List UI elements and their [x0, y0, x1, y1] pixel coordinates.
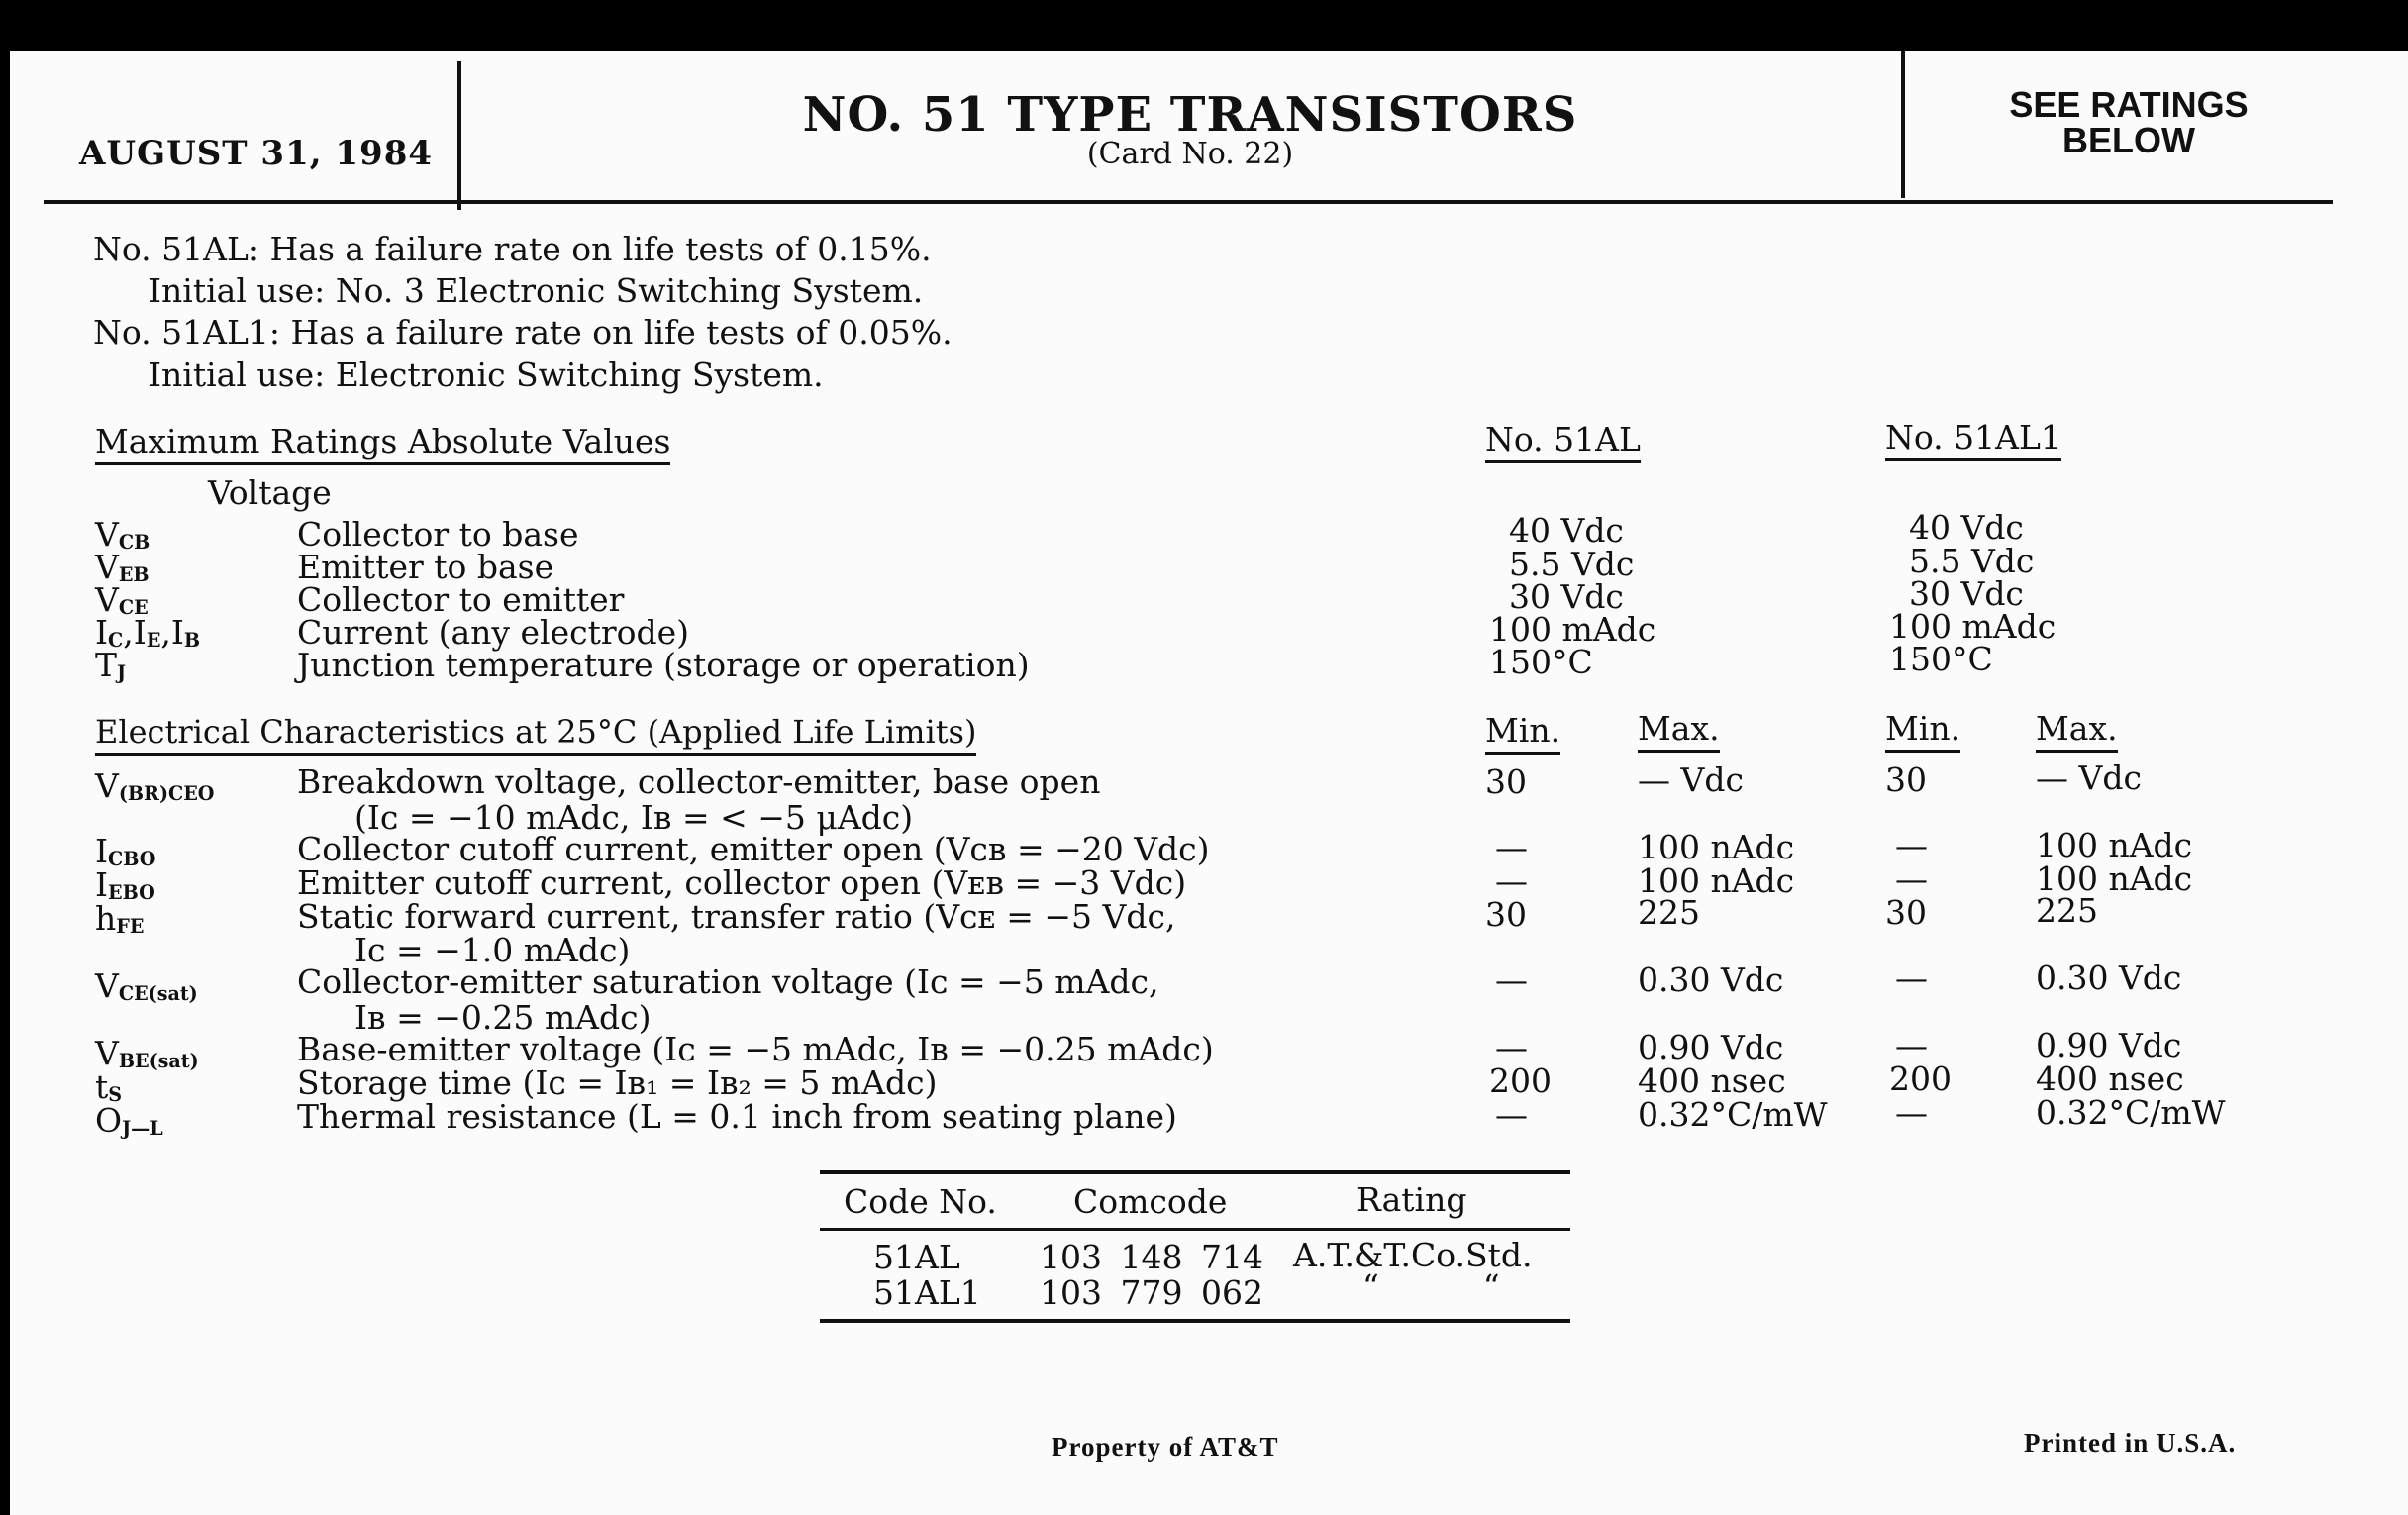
elec-row-desc-cont: (Iᴄ = −10 mAdc, Iʙ = < −5 μAdc) — [354, 798, 914, 837]
footer-printed: Printed in U.S.A. — [2024, 1428, 2237, 1458]
symbol-subscript: FE — [116, 914, 145, 938]
intro-line-2: Initial use: No. 3 Electronic Switching System. — [149, 271, 924, 310]
elec-row-desc-cont: Iᴄ = −1.0 mAdc) — [354, 931, 631, 969]
elec-max-51al: 0.30 Vdc — [1638, 960, 1784, 999]
elec-min-51al: 200 — [1489, 1061, 1552, 1100]
elec-min-51al1: 30 — [1885, 893, 1927, 932]
elec-row-desc: Breakdown voltage, collector-emitter, base open — [297, 762, 1101, 801]
intro-line-4: Initial use: Electronic Switching System. — [149, 355, 824, 394]
max-row-desc: Current (any electrode) — [297, 613, 690, 652]
elec-max-51al1: 0.32°C/mW — [2036, 1093, 2226, 1132]
col-51al1-heading-text: No. 51AL1 — [1885, 418, 2061, 461]
max-row-desc: Collector to base — [297, 515, 579, 554]
symbol-base: h — [95, 899, 117, 938]
symbol-base: I — [95, 865, 109, 904]
symbol-subscript: BE(sat) — [118, 1049, 199, 1072]
symbol-subscript: CBO — [108, 847, 156, 870]
max-row-value-51al: 150°C — [1489, 643, 1593, 681]
max-row-value-51al: 30 Vdc — [1509, 577, 1624, 616]
code-table-cell: A.T.&T.Co.Std. — [1293, 1236, 1533, 1274]
symbol-subscript: J — [117, 660, 127, 684]
symbol-subscript: C — [108, 628, 124, 652]
electrical-heading-text: Electrical Characteristics at 25°C (Applied Life Limits) — [95, 713, 976, 756]
symbol-subscript: (BR)CEO — [118, 781, 215, 805]
min-heading-51al — [1485, 711, 1560, 750]
max-row-desc: Junction temperature (storage or operation) — [297, 646, 1030, 684]
max-heading-text: Max. — [1638, 709, 1720, 753]
max-row-value-51al1: 150°C — [1889, 640, 1993, 678]
elec-min-51al1: — — [1895, 1093, 1928, 1132]
symbol-subscript: CE(sat) — [118, 981, 198, 1005]
data-card — [10, 51, 2408, 1515]
header-divider-right — [1901, 51, 1905, 198]
max-row-value-51al1: 100 mAdc — [1889, 607, 2057, 646]
elec-row-desc: Emitter cutoff current, collector open (Vᴇʙ = −3 Vdc) — [297, 863, 1187, 902]
code-table-cell: “ “ — [1362, 1267, 1500, 1306]
symbol-base: t — [95, 1067, 109, 1106]
elec-row-desc: Static forward current, transfer ratio (Vᴄᴇ = −5 Vdc, — [297, 897, 1176, 936]
symbol-base: I — [95, 613, 109, 652]
max-row-desc: Emitter to base — [297, 548, 554, 586]
code-table-header-code: Code No. — [844, 1182, 997, 1221]
elec-row-desc: Collector cutoff current, emitter open (Vᴄʙ = −20 Vdc) — [297, 830, 1210, 868]
intro-line-1: No. 51AL: Has a failure rate on life tests of 0.15%. — [93, 230, 932, 268]
elec-row-symbol — [95, 966, 198, 1005]
code-table-header-rating: Rating — [1356, 1180, 1467, 1219]
symbol-base: V — [95, 548, 119, 586]
max-row-symbol — [95, 646, 126, 684]
max-heading-51al — [1638, 709, 1720, 748]
elec-min-51al: 30 — [1485, 895, 1527, 934]
elec-min-51al: — — [1495, 861, 1528, 900]
symbol-subscript: EBO — [108, 880, 155, 904]
elec-min-51al1: — — [1895, 1026, 1928, 1064]
header-divider-left — [457, 61, 461, 210]
symbol-base: O — [95, 1101, 123, 1140]
elec-min-51al: — — [1495, 828, 1528, 866]
symbol-base: V — [95, 580, 119, 619]
elec-max-51al1: 400 nsec — [2036, 1060, 2184, 1098]
elec-max-51al: 0.32°C/mW — [1638, 1095, 1828, 1134]
col-51al-heading — [1485, 420, 1641, 458]
intro-line-3: No. 51AL1: Has a failure rate on life tests of 0.05%. — [93, 313, 953, 352]
header-rule — [44, 200, 2333, 204]
symbol-base: V — [95, 966, 119, 1005]
elec-max-51al: 400 nsec — [1638, 1061, 1786, 1100]
symbol-base: V — [95, 1034, 119, 1072]
symbol-subscript: J—L — [122, 1116, 163, 1140]
symbol-subscript: EB — [118, 562, 150, 586]
elec-row-desc: Storage time (Iᴄ = Iʙ₁ = Iʙ₂ = 5 mAdc) — [297, 1063, 938, 1102]
max-row-value-51al: 100 mAdc — [1489, 610, 1656, 649]
max-row-value-51al1: 5.5 Vdc — [1909, 542, 2035, 580]
min-heading-text: Min. — [1885, 709, 1960, 753]
elec-max-51al1: 100 nAdc — [2036, 826, 2193, 864]
elec-row-desc: Collector-emitter saturation voltage (Iᴄ = −5 mAdc, — [297, 962, 1159, 1001]
code-table-cell: 51AL — [873, 1238, 960, 1276]
card-title: NO. 51 TYPE TRANSISTORS — [802, 87, 1578, 143]
symbol-subscript: CE — [118, 595, 149, 619]
elec-max-51al: — Vdc — [1638, 760, 1744, 799]
footer-property: Property of AT&T — [1052, 1432, 1279, 1462]
elec-min-51al1: 30 — [1885, 760, 1927, 799]
code-table-cell: 103 779 062 — [1040, 1273, 1263, 1312]
max-ratings-heading — [95, 422, 670, 460]
code-table-header-comcode: Comcode — [1073, 1182, 1228, 1221]
code-table-header-rule — [820, 1228, 1570, 1231]
max-row-value-51al: 5.5 Vdc — [1509, 545, 1635, 583]
max-row-desc: Collector to emitter — [297, 580, 625, 619]
elec-max-51al: 100 nAdc — [1638, 861, 1795, 900]
symbol-subscript: B — [183, 628, 201, 652]
symbol-base: I — [95, 832, 109, 870]
code-table-cell: 103 148 714 — [1040, 1238, 1263, 1276]
max-row-value-51al: 40 Vdc — [1509, 511, 1624, 550]
voltage-subheading: Voltage — [208, 473, 332, 512]
elec-row-desc: Base-emitter voltage (Iᴄ = −5 mAdc, Iʙ = −0.25 mAdc) — [297, 1030, 1214, 1068]
col-51al1-heading — [1885, 418, 2061, 456]
see-ratings-line1: SEE RATINGS — [2009, 84, 2249, 125]
max-row-value-51al1: 30 Vdc — [1909, 574, 2024, 613]
elec-row-symbol — [95, 1101, 163, 1140]
code-table-bottom-rule — [820, 1319, 1570, 1323]
code-table-top-rule — [820, 1170, 1570, 1174]
elec-max-51al1: 100 nAdc — [2036, 859, 2193, 898]
elec-min-51al1: — — [1895, 959, 1928, 997]
symbol-base: V — [95, 766, 119, 805]
elec-min-51al1: — — [1895, 826, 1928, 864]
elec-min-51al: — — [1495, 1095, 1528, 1134]
elec-max-51al: 225 — [1638, 893, 1700, 932]
max-heading-text: Max. — [2036, 709, 2118, 753]
elec-max-51al1: — Vdc — [2036, 758, 2142, 797]
elec-row-symbol — [95, 899, 144, 938]
elec-row-desc: Thermal resistance (L = 0.1 inch from seating plane) — [297, 1097, 1177, 1136]
symbol-subscript: S — [108, 1082, 123, 1106]
symbol-base: V — [95, 515, 119, 554]
elec-max-51al1: 0.30 Vdc — [2036, 959, 2182, 997]
elec-max-51al1: 225 — [2036, 891, 2098, 930]
min-heading-text: Min. — [1485, 711, 1560, 755]
max-row-value-51al1: 40 Vdc — [1909, 508, 2024, 547]
symbol-base: ,I — [123, 613, 147, 652]
code-table-cell: 51AL1 — [873, 1273, 981, 1312]
elec-min-51al1: — — [1895, 859, 1928, 898]
min-heading-51al1 — [1885, 709, 1960, 748]
elec-row-symbol — [95, 766, 214, 805]
elec-min-51al: 30 — [1485, 762, 1527, 801]
elec-max-51al1: 0.90 Vdc — [2036, 1026, 2182, 1064]
elec-min-51al: — — [1495, 1028, 1528, 1066]
symbol-base: T — [95, 646, 118, 684]
card-subtitle: (Card No. 22) — [1086, 137, 1294, 171]
electrical-heading — [95, 713, 976, 751]
max-heading-51al1 — [2036, 709, 2118, 748]
symbol-subscript: CB — [118, 530, 150, 554]
max-ratings-heading-text: Maximum Ratings Absolute Values — [95, 422, 670, 465]
col-51al-heading-text: No. 51AL — [1485, 420, 1641, 463]
elec-min-51al1: 200 — [1889, 1060, 1952, 1098]
elec-max-51al: 0.90 Vdc — [1638, 1028, 1784, 1066]
elec-min-51al: — — [1495, 960, 1528, 999]
see-ratings-line2: BELOW — [2062, 120, 2195, 160]
elec-max-51al: 100 nAdc — [1638, 828, 1795, 866]
see-ratings-note — [1911, 84, 2347, 160]
symbol-base: ,I — [160, 613, 184, 652]
elec-row-desc-cont: Iʙ = −0.25 mAdc) — [354, 998, 652, 1037]
symbol-subscript: E — [146, 628, 161, 652]
card-date: AUGUST 31, 1984 — [79, 134, 434, 173]
